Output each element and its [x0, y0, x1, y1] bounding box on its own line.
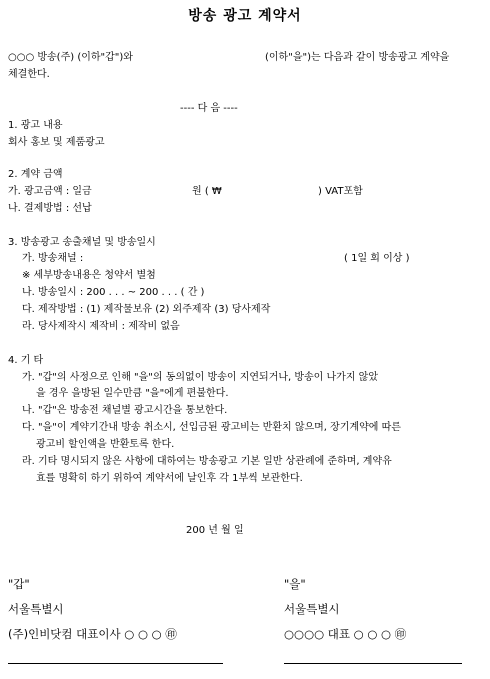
production-method: 다. 제작방법 : (1) 제작물보유 (2) 외주제작 (3) 당사제작	[22, 304, 271, 315]
amount-won: 원 ( ₩	[192, 186, 222, 197]
attachment-note: ※ 세부방송내용은 청약서 별첨	[22, 270, 156, 281]
party-b-label: "을"	[284, 577, 306, 591]
section-1-heading: 1. 광고 내용	[8, 120, 63, 131]
channel-frequency: ( 1일 회 이상 )	[344, 253, 410, 264]
section-3-heading: 3. 방송광고 송출채널 및 방송일시	[8, 237, 156, 248]
broadcast-schedule: 나. 방송일시 : 200 . . . ~ 200 . . . ( 간 )	[22, 287, 205, 298]
clause-na: 나. "갑"은 방송전 채널별 광고시간을 통보한다.	[22, 405, 228, 416]
production-cost: 라. 당사제작시 제작비 : 제작비 없음	[22, 321, 180, 332]
party-a-label: "갑"	[8, 577, 30, 591]
clause-da-line-1: 다. "을"이 계약기간내 방송 취소시, 선입금된 광고비는 반환치 않으며, 장기계약에 따른	[22, 422, 401, 433]
section-4-heading: 4. 기 타	[8, 355, 44, 366]
amount-vat: ) VAT포함	[318, 186, 363, 197]
party-a-signature-line	[8, 663, 223, 664]
amount-label: 가. 광고금액 : 일금	[8, 186, 92, 197]
intro-conclusion: 체결한다.	[8, 69, 50, 80]
clause-da-line-2: 광고비 할인액을 반환토록 한다.	[36, 439, 175, 450]
section-2-heading: 2. 계약 금액	[8, 169, 63, 180]
party-b-city: 서울특별시	[284, 602, 340, 616]
document-title: 방송 광고 계약서	[188, 8, 302, 24]
section-1-body: 회사 홍보 및 제품광고	[8, 137, 105, 148]
clause-ra-line-1: 라. 기타 명시되지 않은 사항에 대하여는 방송광고 기본 일반 상관례에 준하며, 계약유	[22, 456, 392, 467]
clause-ga-line-2: 을 경우 을방된 일수만큼 "을"에게 편불한다.	[36, 388, 229, 399]
party-a-representative: (주)인비닷컴 대표이사 ○ ○ ○ ㊞	[8, 627, 177, 641]
intro-party-b: (이하"을")는 다음과 같이 방송광고 계약을	[265, 52, 450, 63]
intro-party-a: ○○○ 방송(주) (이하"갑")와	[8, 52, 133, 63]
clause-ra-line-2: 효를 명확히 하기 위하여 계약서에 날인후 각 1부씩 보관한다.	[36, 473, 303, 484]
channel-label: 가. 방송채널 :	[22, 253, 84, 264]
contract-date: 200 년 월 일	[186, 525, 244, 536]
party-b-signature-line	[284, 663, 462, 664]
da-eum-divider: ---- 다 음 ----	[180, 103, 238, 114]
clause-ga-line-1: 가. "갑"의 사정으로 인해 "을"의 동의없이 방송이 지연되거나, 방송이 나가지 않았	[22, 372, 379, 383]
party-b-representative: ○○○○ 대표 ○ ○ ○ ㊞	[284, 627, 407, 641]
payment-method: 나. 결제방법 : 선납	[8, 203, 92, 214]
party-a-city: 서울특별시	[8, 602, 64, 616]
